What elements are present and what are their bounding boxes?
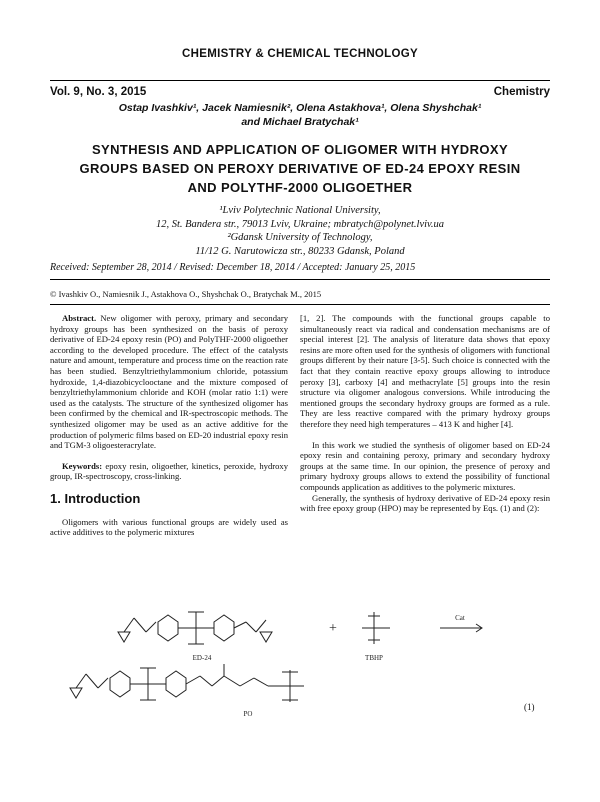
body-paragraph: Generally, the synthesis of hydroxy derivative of ED-24 epoxy resin with free epoxy group (HPO) may be represented by Eqs. (1) and (2): bbox=[300, 492, 550, 514]
divider bbox=[50, 279, 550, 280]
intro-paragraph: Oligomers with various functional groups are widely used as active additives to the polymeric mixtures bbox=[50, 516, 288, 538]
volume-row bbox=[50, 80, 550, 98]
title-line-1: SYNTHESIS AND APPLICATION OF OLIGOMER WITH HYDROXY bbox=[91, 142, 509, 157]
abstract-text: New oligomer with peroxy, primary and secondary hydroxy groups has been synthesized on the basis of peroxy derivative of ED-24 epoxy resin (PO) and PolyTHF-2000 oligoether according to the developed procedure. The effect of the catalysts nature and amount, temperature and process time on the reaction rate has been studied. Benzyltriethylammonium chloride, potassium hydroxide, 1,4-diazobicyclooctane and the mixture composed of benzyltriethylammonium chloride and KOH (molar ratio 1:1) were used as the catalysts. The structure of the synthesized oligomer has been confirmed by the chemical and IR-spectroscopic methods. The synthesized oligomer may be used as an active additive for the production of polymeric films based on ED-20 industrial epoxy resin and TGM-3 oligoesteracrylate. bbox=[50, 313, 288, 451]
authors-line-2: and Michael Bratychak¹ bbox=[241, 116, 359, 128]
affiliation-line: ¹Lviv Polytechnic National University, bbox=[219, 205, 381, 216]
copyright: © Ivashkiv O., Namiesnik J., Astakhova O., Shyshchak O., Bratychak M., 2015 bbox=[50, 289, 322, 299]
reaction-scheme bbox=[50, 598, 550, 718]
dates-line: Received: September 28, 2014 / Revised: December 18, 2014 / Accepted: January 25, 2015 bbox=[50, 262, 416, 273]
keywords-text: epoxy resin, oligoether, kinetics, peroxide, hydroxy group, IR-spectroscopy, cross-linking. bbox=[50, 460, 288, 482]
title-line-2: GROUPS BASED ON PEROXY DERIVATIVE OF ED-24 EPOXY RESIN bbox=[79, 161, 521, 176]
section-name: Chemistry bbox=[493, 86, 550, 98]
volume-info: Vol. 9, No. 3, 2015 bbox=[50, 86, 147, 98]
authors-line-1: Ostap Ivashkiv¹, Jacek Namiesnik², Olena Astakhova¹, Olena Shyshchak¹ bbox=[118, 102, 482, 114]
affiliation-line: 12, St. Bandera str., 79013 Lviv, Ukraine; mbratych@polynet.lviv.ua bbox=[155, 218, 445, 230]
left-column bbox=[50, 313, 288, 538]
po-structure bbox=[70, 664, 304, 702]
po-label: PO bbox=[243, 710, 253, 718]
paper-title bbox=[50, 140, 550, 197]
affiliations bbox=[50, 204, 550, 258]
tbhp-structure bbox=[362, 612, 390, 644]
catalyst-label: Cat bbox=[455, 614, 465, 622]
divider bbox=[50, 304, 550, 305]
affiliation-line: 11/12 G. Narutowicza str., 80233 Gdansk, Poland bbox=[195, 245, 405, 257]
right-column bbox=[300, 313, 550, 514]
body-paragraph: In this work we studied the synthesis of oligomer based on ED-24 epoxy resin and containing peroxy, primary and secondary hydroxy groups at the same time. In our opinion, the presence of peroxy and primary hydroxy groups allows to extend the possibility of functional compounds application as additives to the polymeric mixtures. bbox=[300, 439, 550, 492]
keywords bbox=[50, 461, 288, 482]
section-heading: 1. Introduction bbox=[50, 490, 141, 506]
ed24-structure bbox=[118, 612, 272, 644]
abstract-label: Abstract. bbox=[62, 313, 97, 323]
title-line-3: AND POLYTHF-2000 OLIGOETHER bbox=[187, 180, 413, 195]
journal-header: CHEMISTRY & CHEMICAL TECHNOLOGY bbox=[182, 48, 418, 60]
ed24-label: ED-24 bbox=[192, 654, 212, 662]
plus-sign: + bbox=[329, 621, 337, 636]
equation-number: (1) bbox=[524, 702, 535, 712]
authors bbox=[50, 101, 550, 129]
affiliation-line: ²Gdansk University of Technology, bbox=[227, 232, 373, 243]
body-paragraph: [1, 2]. The compounds with the functional groups capable to simultaneously react via radical and condensation mechanisms are of special interest [2]. The analysis of literature data shows that epoxy resins are more often used for the synthesis of oligomers with functional groups different by their nature [3-5]. Such choice is connected with the fact that they contain reactive epoxy groups allowing to introduce peroxy [3], carboxy [4] and methacrylate [5] groups into the resin structure via oligomer analogous conversions. While introducing the mentioned groups the secondary hydroxy groups are formed as a rule. They are less reactive compared with the primary hydroxy groups therefore they need high temperatures – 413 K and higher [4]. bbox=[300, 313, 550, 429]
abstract bbox=[50, 313, 288, 451]
tbhp-label: TBHP bbox=[365, 654, 383, 662]
keywords-label: Keywords: bbox=[62, 460, 103, 471]
